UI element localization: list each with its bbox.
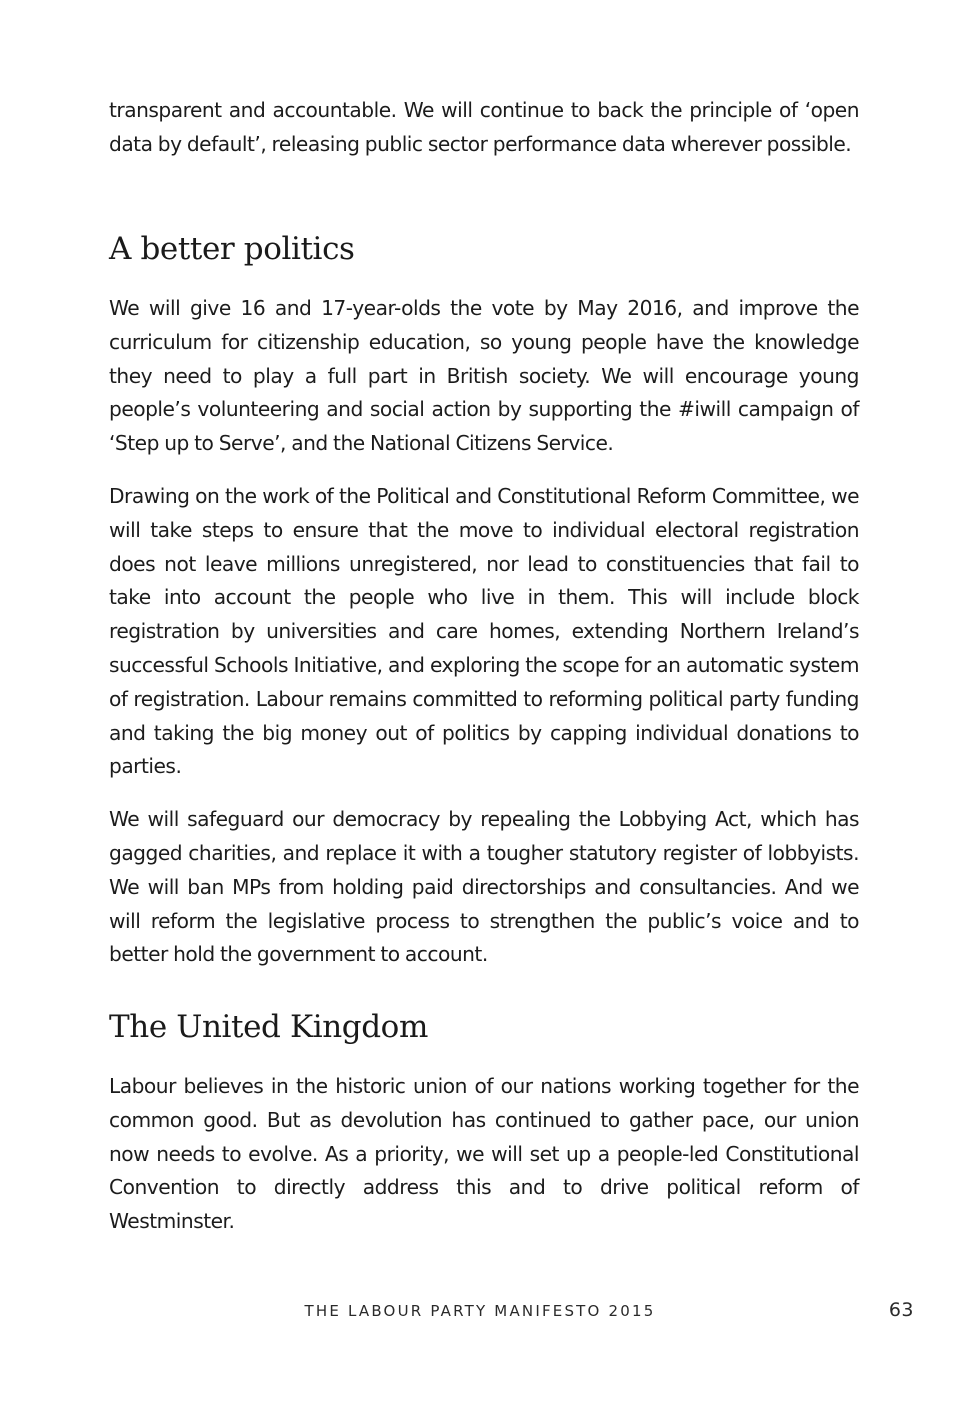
section-heading-better-politics: A better politics: [109, 231, 355, 267]
intro-paragraph: transparent and accountable. We will continue to back the principle of ‘open data by default’, releasing public sector performance data wherever possible.: [109, 98, 859, 156]
paragraph-lobbying: We will safeguard our democracy by repealing the Lobbying Act, which has gagged charities, and replace it with a tougher statutory register of lobbyists. We will ban MPs from holding paid directorships and consultancies. And we will reform the legislative process to strengthen the public’s voice and to better hold the government to account.: [109, 807, 859, 967]
paragraph-voting-age: We will give 16 and 17-year-olds the vote by May 2016, and improve the curriculum for citizenship education, so young people have the knowledge they need to play a full part in British society. We will encourage young people’s volunteering and social action by supporting the #iwill campaign of ‘Step up to Serve’, and the National Citizens Service.: [109, 296, 859, 456]
section-heading-united-kingdom: The United Kingdom: [109, 1009, 428, 1045]
page-number: 63: [888, 1299, 914, 1321]
paragraph-union: Labour believes in the historic union of our nations working together for the common good. But as devolution has continued to gather pace, our union now needs to evolve. As a priority, we will set up a people-led Constitutional Convention to directly address this and to drive political reform of Westminster.: [109, 1074, 859, 1234]
footer-title: THE LABOUR PARTY MANIFESTO 2015: [304, 1302, 656, 1320]
paragraph-electoral-registration: Drawing on the work of the Political and Constitutional Reform Committee, we will take steps to ensure that the move to individual electoral registration does not leave millions unregistered, nor lead to constituencies that fail to take into account the people who live in them. This will include block registration by universities and care homes, extending Northern Ireland’s successful Schools Initiative, and exploring the scope for an automatic system of registration. Labour remains committed to reforming political party funding and taking the big money out of politics by capping individual donations to parties.: [109, 483, 859, 779]
intro-text: [109, 94, 859, 181]
section-better-politics: [109, 292, 859, 991]
section-united-kingdom: [109, 1070, 859, 1258]
